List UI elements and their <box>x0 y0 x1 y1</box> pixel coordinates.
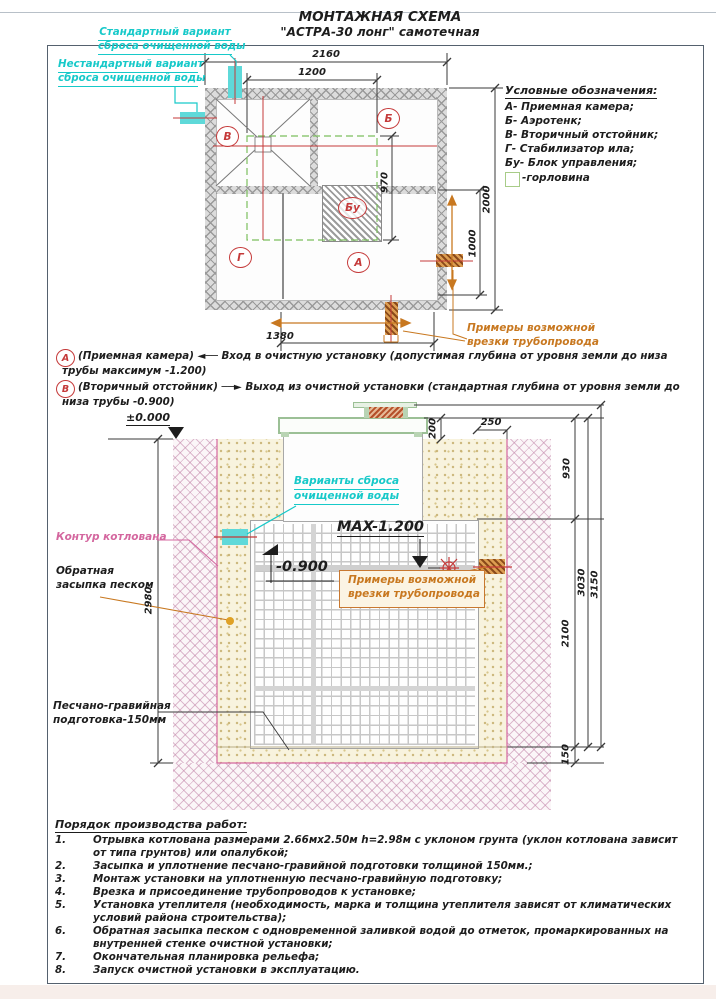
compartment-a-marker: А <box>347 252 370 273</box>
dim-150: 150 <box>560 744 572 765</box>
note-a-line1 <box>78 350 668 363</box>
dim-250: 250 <box>480 417 502 428</box>
work-order-item-num: 4. <box>55 886 67 898</box>
level-max-label: MAX-1.200 <box>337 519 424 535</box>
dim-930: 930 <box>561 458 573 479</box>
note-a-text-post: Вход в очистную установку (допустимая глубина от уровня земли до низа <box>221 350 668 362</box>
discharge-options-label-line2: очищенной воды <box>294 490 399 505</box>
backfill-label-line2: засыпка песком <box>56 579 154 591</box>
note-a-text-pre: (Приемная камера) <box>78 350 194 362</box>
work-order-item-text: Засыпка и уплотнение песчано-гравийной подготовки толщиной 150мм.; <box>93 860 533 872</box>
work-order-item <box>55 951 691 964</box>
work-order-list <box>55 834 691 977</box>
legend-item-b: Б- Аэротенк; <box>505 115 582 127</box>
work-order-item <box>55 860 691 873</box>
arrow-right-icon: ──► <box>221 381 242 393</box>
compartment-v-marker: В <box>216 126 239 147</box>
bedding-label-line2: подготовка-150мм <box>53 714 167 726</box>
dim-2000: 2000 <box>481 185 493 214</box>
work-order-item-num: 1. <box>55 834 67 846</box>
work-order-item-num: 5. <box>55 899 67 911</box>
dim-200: 200 <box>427 418 439 439</box>
work-order-item-num: 7. <box>55 951 67 963</box>
dim-3150: 3150 <box>589 570 601 599</box>
work-order-item <box>55 925 691 951</box>
drawing-title: МОНТАЖНАЯ СХЕМА <box>298 9 462 25</box>
work-order-item-text: Установка утеплителя (необходимость, марка и толщина утеплителя зависят от климатических условий района строительства); <box>93 899 672 924</box>
dim-2160: 2160 <box>312 49 340 60</box>
compartment-bu-marker: Бу <box>338 197 367 219</box>
level-std-label: -0.900 <box>276 559 328 575</box>
dim-1000: 1000 <box>467 229 479 258</box>
legend-item-a: А- Приемная камера; <box>505 101 634 113</box>
plan-tap-note-line2: врезки трубопровода <box>467 336 599 348</box>
note-b-line2: низа трубы -0.900) <box>62 396 175 408</box>
discharge-leader <box>247 506 296 534</box>
plan-pipe-range-arrows <box>272 196 467 342</box>
standard-variant-label-line2: сброса очищенной воды <box>98 40 232 55</box>
plan-tap-note-line1: Примеры возможной <box>467 322 596 334</box>
compartment-g-marker: Г <box>229 247 252 268</box>
dim-2100: 2100 <box>560 619 572 648</box>
legend-title: Условные обозначения: <box>505 84 658 97</box>
work-order-item-text: Запуск очистной установки в эксплуатацию. <box>93 964 360 976</box>
section-tap-note-box <box>339 570 485 608</box>
legend-item-bu: Бу- Блок управления; <box>505 157 638 169</box>
note-b-marker: В <box>56 380 75 398</box>
work-order-item-text: Окончательная планировка рельефа; <box>93 951 320 963</box>
work-order-title: Порядок производства работ: <box>55 818 248 831</box>
section-tap-note-line1: Примеры возможной <box>348 574 477 586</box>
work-order-item <box>55 834 691 860</box>
work-order-item <box>55 873 691 886</box>
discharge-options-label-line1: Варианты сброса <box>294 475 399 490</box>
drawing-subtitle: "АСТРА-30 лонг" самотечная <box>280 25 480 39</box>
bedding-label-line1: Песчано-гравийная <box>53 700 171 712</box>
bedding-leader <box>158 712 289 750</box>
dim-970: 970 <box>379 172 391 193</box>
work-order-item-text: Отрывка котлована размерами 2.66мх2.50м h=2.98м с уклоном грунта (уклон котлована зависит от типа грунтов) или опалубкой; <box>93 834 678 859</box>
legend-item-g: Г- Стабилизатор ила; <box>505 143 635 155</box>
pit-contour-label: Контур котлована <box>56 531 167 543</box>
work-order-item <box>55 899 691 925</box>
work-order-item-text: Монтаж установки на уплотненную песчано-гравийную подготовку; <box>93 873 503 885</box>
backfill-label-line1: Обратная <box>56 565 115 577</box>
note-b-text-pre: (Вторичный отстойник) <box>78 381 218 393</box>
work-order-item-num: 3. <box>55 873 67 885</box>
dim-1380: 1380 <box>266 331 294 342</box>
work-order-item <box>55 886 691 899</box>
neck-legend-swatch <box>505 172 520 187</box>
work-order-item-text: Обратная засыпка песком с одновременной заливкой водой до отметок, промаркированных на внутренней стенке очистной установки; <box>93 925 669 950</box>
work-order-item-num: 2. <box>55 860 67 872</box>
note-b-line1 <box>78 381 680 394</box>
nonstandard-variant-label-line1: Нестандартный вариант <box>58 58 198 73</box>
legend-item-neck: -горловина <box>522 172 590 184</box>
note-a-line2: трубы максимум -1.200) <box>62 365 207 377</box>
nonstandard-variant-label-line2: сброса очищенной воды <box>58 72 198 87</box>
work-order-item-text: Врезка и присоединение трубопроводов к установке; <box>93 886 416 898</box>
level-zero-label: ±0.000 <box>126 411 171 424</box>
work-order-item <box>55 964 691 977</box>
section-tap-note-line2: врезки трубопровода <box>348 588 480 600</box>
work-order-item-num: 8. <box>55 964 67 976</box>
dim-3030: 3030 <box>576 568 588 597</box>
compartment-b-marker: Б <box>377 108 400 129</box>
arrow-left-icon: ◄── <box>197 350 218 362</box>
note-b-text-post: Выход из очистной установки (стандартная глубина от уровня земли до <box>245 381 680 393</box>
dim-2980: 2980 <box>143 586 155 615</box>
dim-1200: 1200 <box>298 67 326 78</box>
legend-item-v: В- Вторичный отстойник; <box>505 129 659 141</box>
standard-variant-label-line1: Стандартный вариант <box>98 26 232 41</box>
work-order-item-num: 6. <box>55 925 67 937</box>
note-a-marker: А <box>56 349 75 367</box>
